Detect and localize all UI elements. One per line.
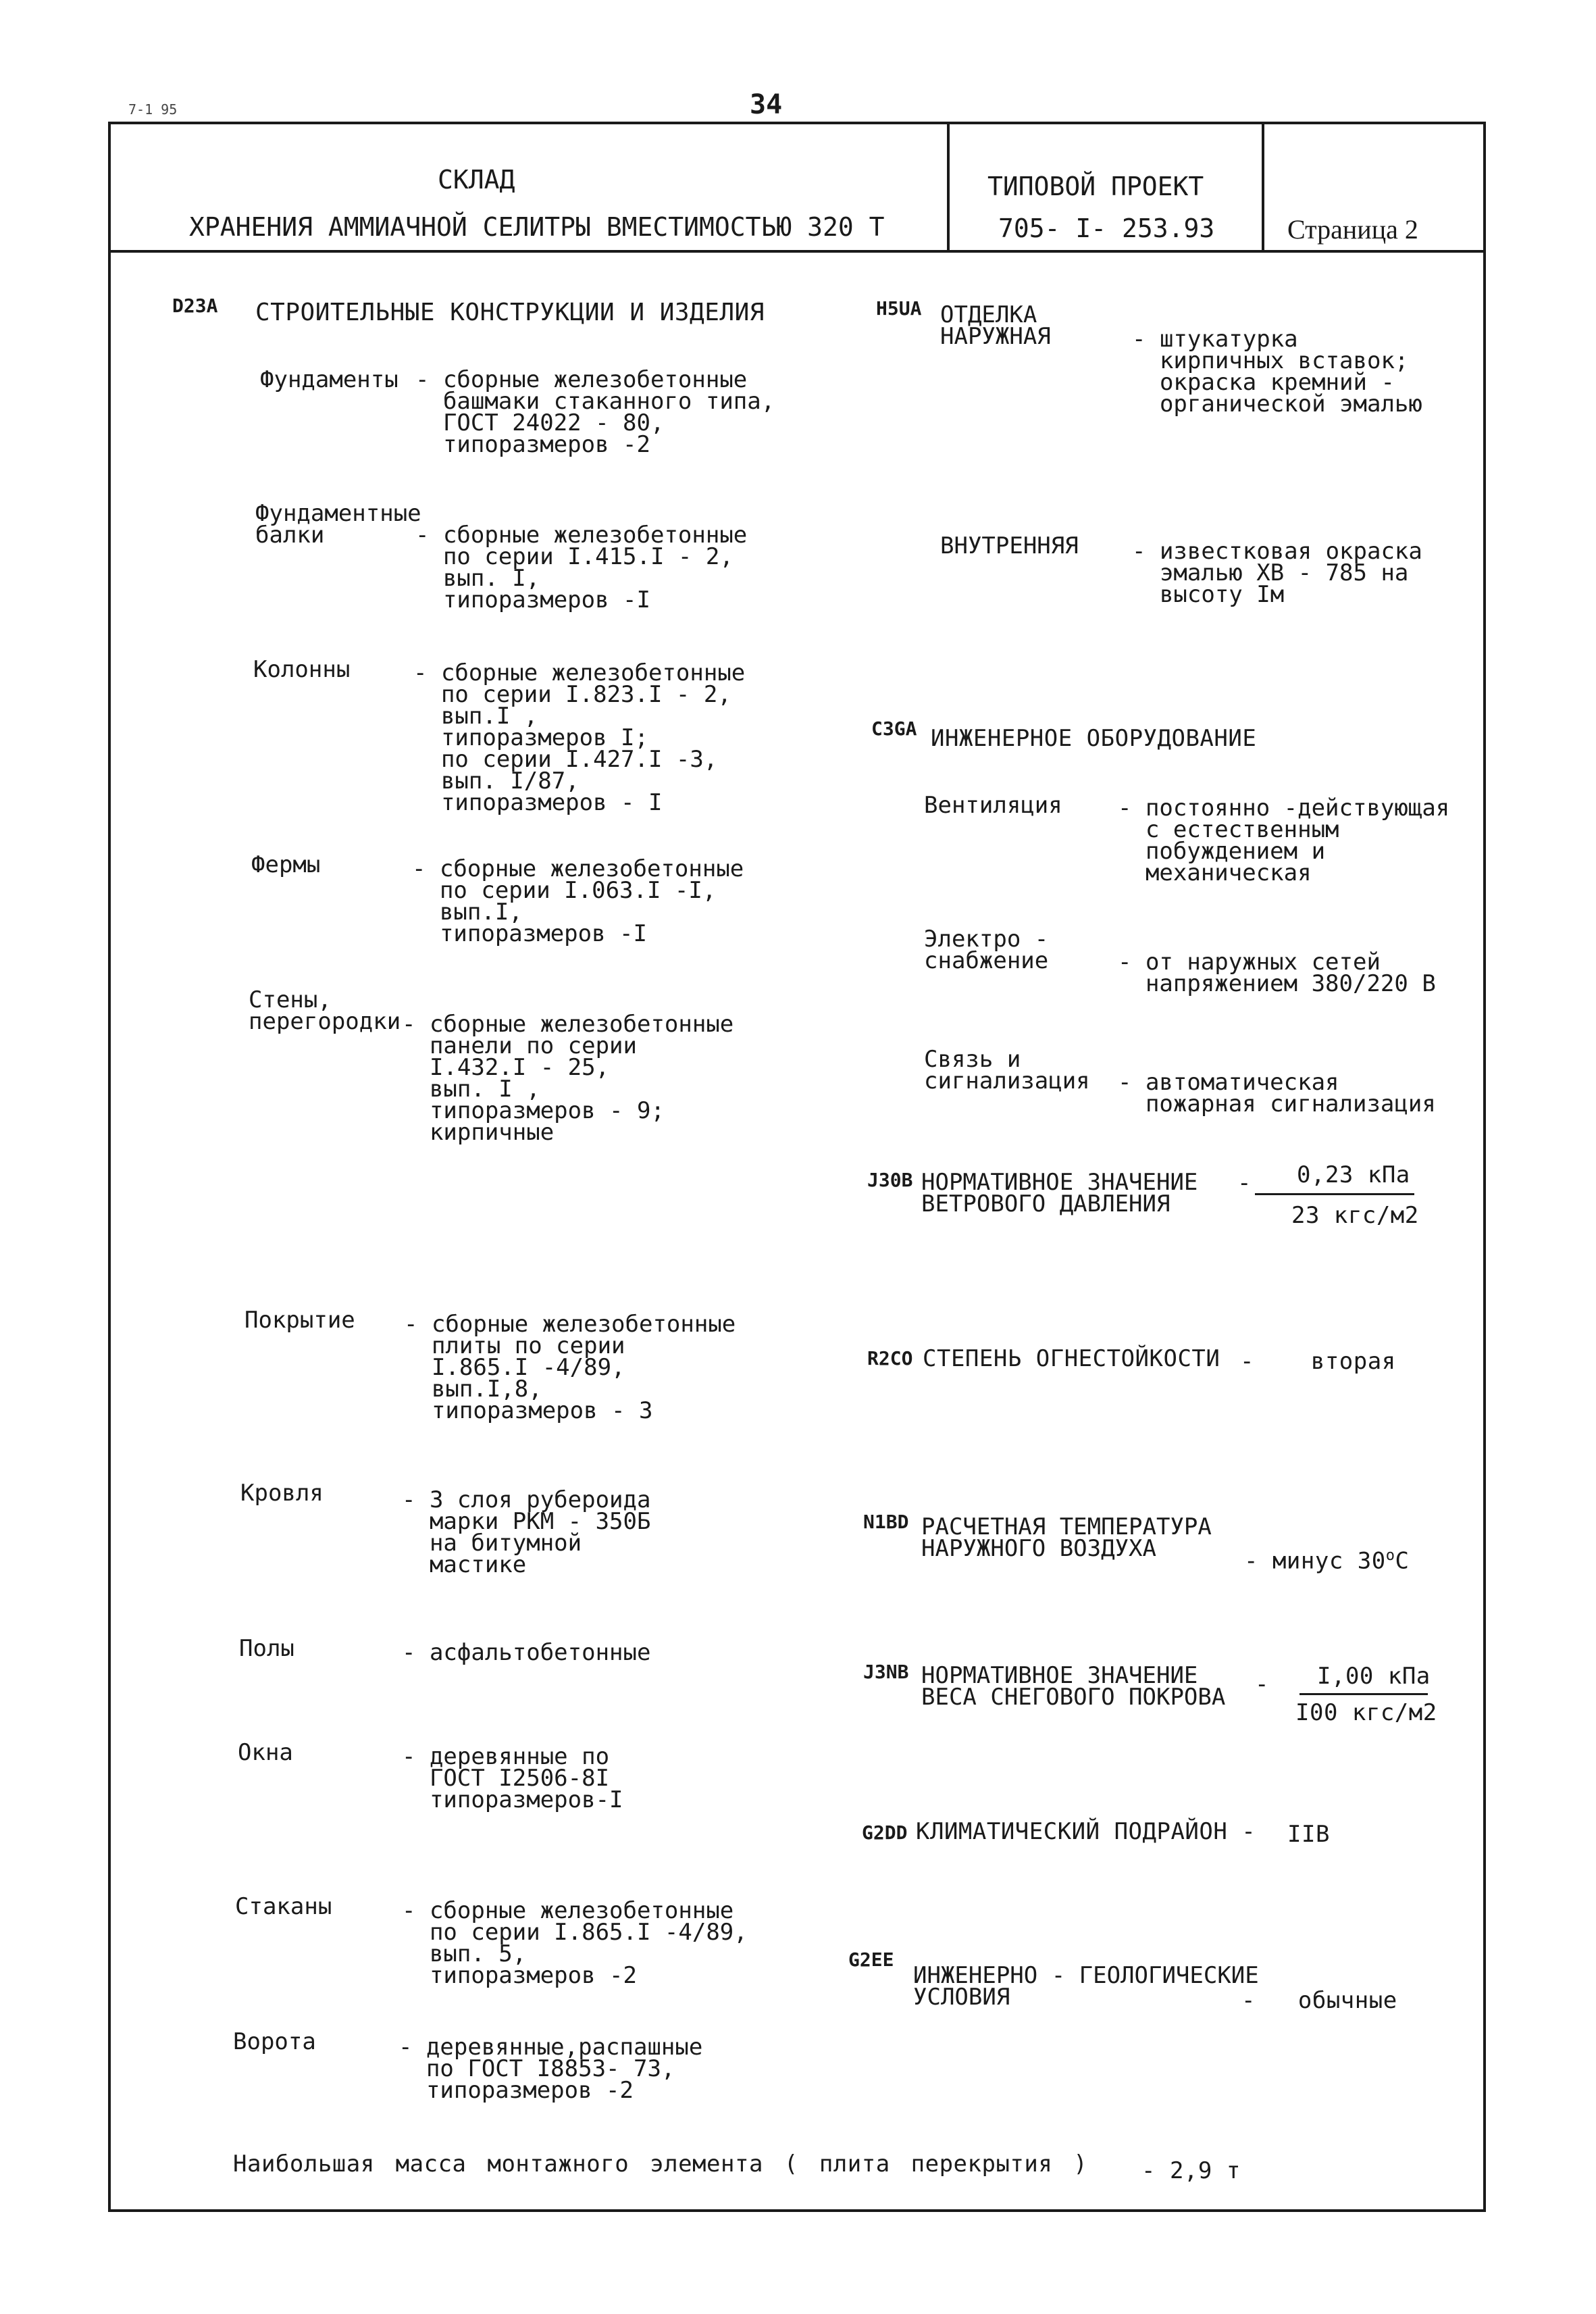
- item-value-foundation-beams: - сборные железобетонные по серии I.415.I - 2, вып. I, типоразмеров -I: [415, 522, 748, 613]
- section-code-g2ee: G2EE: [848, 1948, 894, 1971]
- item-label-sockets: Стаканы: [235, 1893, 332, 1920]
- section-code-d23a: D23A: [172, 295, 218, 317]
- corner-mark: 7-1 95: [128, 101, 178, 118]
- item-label-gates: Ворота: [233, 2028, 316, 2055]
- footer-heaviest-value: - 2,9 т: [1141, 2157, 1241, 2184]
- item-value-walls: - сборные железобетонные панели по серии I.432.I - 25, вып. I , типоразмеров - 9; кирпичные: [402, 1011, 734, 1146]
- climate-value: IIВ: [1287, 1821, 1330, 1848]
- item-label-walls: Стены, перегородки: [249, 986, 401, 1035]
- temperature-value-group: [1244, 1544, 1410, 1575]
- item-label-windows: Окна: [238, 1739, 293, 1766]
- item-label-roofing: Кровля: [240, 1480, 324, 1507]
- ventilation-value: - постоянно -действующая с естественным побуждением и механическая: [1118, 795, 1450, 886]
- communications-value: - автоматическая пожарная сигнализация: [1118, 1069, 1436, 1117]
- item-label-foundations: Фундаменты: [260, 366, 398, 393]
- page-label: Страница 2: [1287, 214, 1418, 245]
- page-number: 34: [750, 89, 783, 120]
- temperature-value: - минус 30: [1244, 1547, 1386, 1575]
- item-value-trusses: - сборные железобетонные по серии I.063.I -I, вып.I, типоразмеров -I: [412, 855, 744, 947]
- snow-fraction-line: [1299, 1693, 1428, 1695]
- wind-pressure-kgf: 23 кгс/м2: [1291, 1202, 1419, 1229]
- fire-resistance-value: - вторая: [1240, 1348, 1396, 1375]
- temperature-degree: о: [1385, 1547, 1395, 1564]
- climate-title: КЛИМАТИЧЕСКИЙ ПОДРАЙОН -: [916, 1818, 1256, 1845]
- power-value: - от наружных сетей напряжением 380/220 В: [1118, 949, 1436, 997]
- ventilation-label: Вентиляция: [924, 792, 1062, 819]
- project-label: ТИПОВОЙ ПРОЕКТ: [987, 172, 1204, 201]
- section-code-r2co: R2CO: [867, 1347, 913, 1369]
- finish-outer-value: - штукатурка кирпичных вставок; окраска кремний - органической эмалью: [1132, 326, 1422, 418]
- item-value-sockets: - сборные железобетонные по серии I.865.I -4/89, вып. 5, типоразмеров -2: [402, 1897, 748, 1989]
- geology-value: - обычные: [1241, 1987, 1397, 2014]
- item-value-foundations: - сборные железобетонные башмаки стаканного типа, ГОСТ 24022 - 80, типоразмеров -2: [415, 366, 775, 458]
- section-code-j30b: J30B: [867, 1169, 913, 1191]
- wind-title: НОРМАТИВНОЕ ЗНАЧЕНИЕ ВЕТРОВОГО ДАВЛЕНИЯ: [921, 1169, 1198, 1217]
- title-block-divider: [108, 250, 1486, 253]
- snow-title: НОРМАТИВНОЕ ЗНАЧЕНИЕ ВЕСА СНЕГОВОГО ПОКРОВА: [921, 1662, 1226, 1711]
- fire-resistance-title: СТЕПЕНЬ ОГНЕСТОЙКОСТИ: [923, 1345, 1220, 1372]
- section-code-n1bd: N1BD: [863, 1511, 909, 1533]
- item-label-foundation-beams: Фундаментные балки: [255, 500, 421, 549]
- title-block-vdivider-2: [1262, 122, 1264, 251]
- engineering-title: ИНЖЕНЕРНОЕ ОБОРУДОВАНИЕ: [931, 725, 1257, 752]
- geology-title: ИНЖЕНЕРНО - ГЕОЛОГИЧЕСКИЕ УСЛОВИЯ: [913, 1962, 1259, 2011]
- wind-dash: -: [1237, 1169, 1252, 1197]
- wind-pressure-kpa: 0,23 кПа: [1297, 1161, 1410, 1188]
- section-title-structures: СТРОИТЕЛЬНЫЕ КОНСТРУКЦИИ И ИЗДЕЛИЯ: [255, 299, 765, 326]
- title-block-vdivider-1: [947, 122, 950, 251]
- section-code-c3ga: C3GA: [871, 718, 917, 740]
- wind-fraction-line: [1255, 1193, 1414, 1195]
- document-subtitle: ХРАНЕНИЯ АММИАЧНОЙ СЕЛИТРЫ ВМЕСТИМОСТЬЮ 320 Т: [189, 212, 885, 242]
- item-label-roof-cover: Покрытие: [244, 1307, 355, 1334]
- item-label-columns: Колонны: [253, 656, 351, 683]
- item-value-windows: - деревянные по ГОСТ I2506-8I типоразмеров-I: [402, 1743, 623, 1813]
- item-value-floors: - асфальтобетонные: [402, 1639, 651, 1666]
- item-label-trusses: Фермы: [251, 851, 321, 878]
- document-title: СКЛАД: [438, 165, 515, 195]
- temperature-unit: С: [1395, 1547, 1410, 1575]
- item-label-floors: Полы: [239, 1635, 294, 1662]
- snow-load-kpa: I,00 кПа: [1317, 1663, 1431, 1690]
- finish-inner-label: ВНУТРЕННЯЯ: [940, 532, 1079, 559]
- power-label: Электро - снабжение: [924, 926, 1049, 974]
- snow-dash: -: [1255, 1671, 1269, 1698]
- item-value-columns: - сборные железобетонные по серии I.823.I - 2, вып.I , типоразмеров I; по серии I.427.I -3, вып. I/87, типоразмеров - I: [413, 659, 746, 816]
- footer-heaviest-element: Наибольшая масса монтажного элемента ( плита перекрытия ): [233, 2150, 1088, 2178]
- communications-label: Связь и сигнализация: [924, 1046, 1090, 1095]
- item-value-gates: - деревянные,распашные по ГОСТ I8853- 73, типоразмеров -2: [398, 2034, 703, 2104]
- project-number: 705- I- 253.93: [998, 213, 1215, 243]
- section-code-g2dd: G2DD: [862, 1821, 908, 1844]
- temperature-title: РАСЧЕТНАЯ ТЕМПЕРАТУРА НАРУЖНОГО ВОЗДУХА: [921, 1513, 1212, 1562]
- finish-title: ОТДЕЛКА НАРУЖНАЯ: [940, 301, 1051, 350]
- snow-load-kgf: I00 кгс/м2: [1295, 1699, 1437, 1726]
- item-value-roof-cover: - сборные железобетонные плиты по серии I.865.I -4/89, вып.I,8, типоразмеров - 3: [404, 1311, 736, 1424]
- section-code-h5ua: H5UA: [876, 297, 922, 320]
- finish-inner-value: - известковая окраска эмалью ХВ - 785 на высоту Iм: [1132, 538, 1422, 608]
- section-code-j3nb: J3NB: [863, 1661, 909, 1683]
- item-value-roofing: - 3 слоя рубероида марки РКМ - 350Б на битумной мастике: [402, 1486, 651, 1578]
